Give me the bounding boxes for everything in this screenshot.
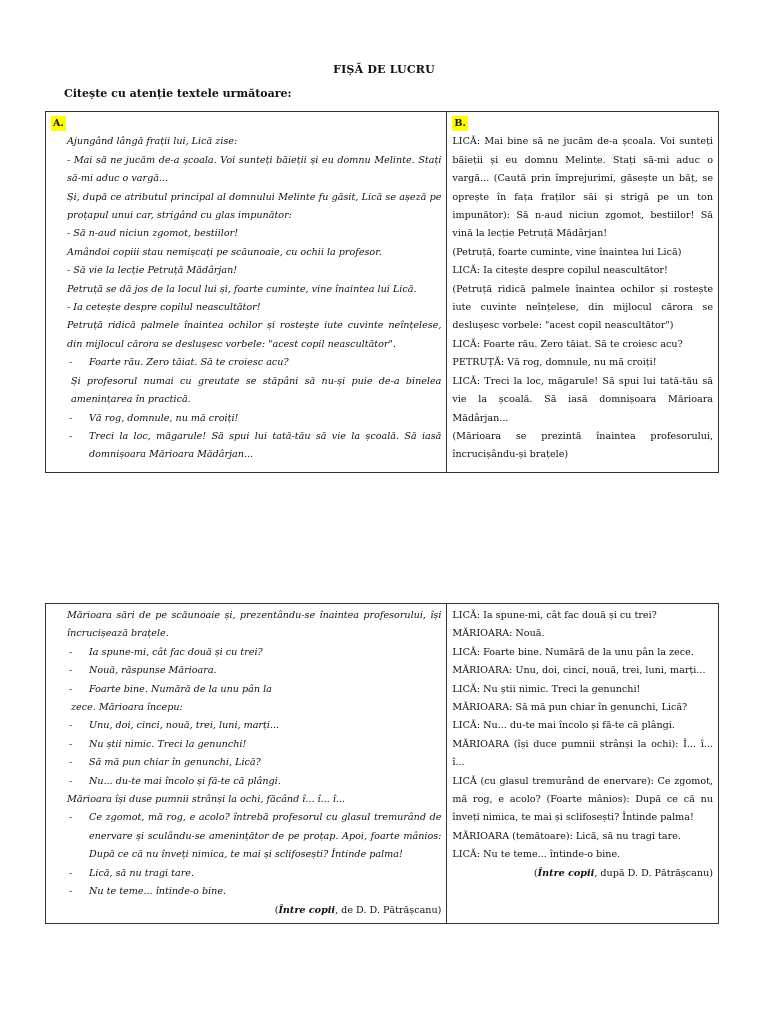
table-part-1 xyxy=(45,111,719,473)
paragraph: Și, după ce atributul principal al domnului Melinte fu găsit, Lică se așeză pe proțapul unui car, strigând cu glas impunător: xyxy=(67,191,442,222)
paragraph: - Să mă pun chiar în genunchi, Lică? xyxy=(51,754,441,772)
paragraph: - Nu știi nimic. Treci la genunchi! xyxy=(51,736,441,754)
text-a-continued xyxy=(51,607,441,902)
paragraph: LICĂ: Foarte bine. Numără de la unu pân la zece. xyxy=(452,646,694,658)
text-a xyxy=(51,133,441,464)
source-a-title: Între copii xyxy=(278,904,336,916)
paragraph: - Vă rog, domnule, nu mă croiți! xyxy=(51,410,441,428)
paragraph: - Să n-aud niciun zgomot, bestiilor! xyxy=(67,228,239,240)
source-a-author: , de D. D. Pătrășcanu) xyxy=(335,904,442,916)
column-a xyxy=(46,112,447,472)
paragraph: Petruță ridică palmele înaintea ochilor și rostește iute cuvinte neînțelese, din mijlocul cărora se deslușesc vorbele: "acest copil neascultător". xyxy=(67,320,442,350)
source-b: (Între copii, după D. D. Pătrășcanu) xyxy=(533,867,713,879)
paragraph: - Ce zgomot, mă rog, e acolo? întrebă profesorul cu glasul tremurând de enervare și sculându-se amenințător de pe proțap. Apoi, foarte mânios: După ce că nu înveți nimica, te mai și sclifosești? Întinde palma! xyxy=(51,809,441,864)
paragraph: - Foarte bine. Numără de la unu pân la xyxy=(51,681,441,699)
paragraph: - Nouă, răspunse Mărioara. xyxy=(51,662,441,680)
paragraph: - Unu, doi, cinci, nouă, trei, luni, marți... xyxy=(51,717,441,735)
paragraph: LICĂ: Ia citește despre copilul neascultător! xyxy=(452,265,668,277)
text-b-continued xyxy=(452,607,713,865)
text-b xyxy=(452,133,713,464)
paragraph: LICĂ: Nu te teme... întinde-o bine. xyxy=(452,849,621,861)
paragraph: - Foarte rău. Zero tăiat. Să te croiesc acu? xyxy=(51,354,441,372)
paragraph: LICĂ: Ia spune-mi, cât fac două și cu trei? xyxy=(452,610,657,621)
header-a: A. xyxy=(53,118,64,129)
paragraph: LICĂ: Nu știi nimic. Treci la genunchi! xyxy=(452,683,641,695)
instructions: Citește cu atenție textele următoare: xyxy=(64,87,292,100)
page-title: FIȘĂ DE LUCRU xyxy=(333,63,435,76)
paragraph: LICĂ: Treci la loc, măgarule! Să spui lui tată-tău să vie la școală. Să iasă domnișoara Mărioara Mădârjan... xyxy=(452,375,713,424)
header-b: B. xyxy=(454,118,466,129)
paragraph: MĂRIOARA: Unu, doi, cinci, nouă, trei, luni, marți... xyxy=(452,665,706,677)
column-b-continued xyxy=(447,604,718,923)
paragraph: LICĂ (cu glasul tremurând de enervare): Ce zgomot, mă rog, e acolo? (Foarte mânios): După ce că nu înveți nimica, te mai și sclifosești? Întinde palma! xyxy=(452,775,713,824)
column-a-continued xyxy=(46,604,447,923)
paragraph: MĂRIOARA (își duce pumnii strânși la ochi): Î... î... î... xyxy=(452,738,713,769)
paragraph: MĂRIOARA: Să mă pun chiar în genunchi, Lică? xyxy=(452,702,688,714)
paragraph: - Nu te teme... întinde-o bine. xyxy=(51,883,441,901)
paragraph: Și profesorul numai cu greutate se stăpâni să nu-și puie de-a binelea amenințarea în practică. xyxy=(71,375,442,406)
paragraph: Ajungând lângă frații lui, Lică zise: xyxy=(67,136,238,148)
paragraph: Amândoi copiii stau nemișcați pe scăunoaie, cu ochii la profesor. xyxy=(67,246,382,258)
paragraph: - Lică, să nu tragi tare. xyxy=(51,865,441,883)
paragraph: LICĂ: Nu... du-te mai încolo și fă-te că plângi. xyxy=(452,720,675,732)
paragraph: - Nu... du-te mai încolo și fă-te că plângi. xyxy=(51,773,441,791)
source-a: (Între copii, de D. D. Pătrășcanu) xyxy=(274,904,442,916)
paragraph: MĂRIOARA (temătoare): Lică, să nu tragi tare. xyxy=(452,830,681,842)
paragraph: LICĂ: Foarte rău. Zero tăiat. Să te croiesc acu? xyxy=(452,338,683,350)
column-b xyxy=(447,112,718,472)
paragraph: Mărioara își duse pumnii strânși la ochi, făcând î... î... î... xyxy=(67,794,346,806)
table-part-2 xyxy=(45,603,719,924)
source-b-title: Între copii xyxy=(537,867,595,879)
paragraph: Petruță se dă jos de la locul lui și, foarte cuminte, vine înaintea lui Lică. xyxy=(67,283,417,295)
paragraph: - Ia spune-mi, cât fac două și cu trei? xyxy=(51,644,441,662)
paragraph: PETRUȚĂ: Vă rog, domnule, nu mă croiți! xyxy=(452,357,657,369)
paragraph: zece. Mărioara începu: xyxy=(71,702,183,714)
paragraph: LICĂ: Mai bine să ne jucăm de-a școala. Voi sunteți băieții și eu domnu Melinte. Stați să-mi aduc o vargă... (Caută prin împrejurimi, găsește un băț, se oprește în fața fraților săi și strigă pe un ton impunător): Să n-aud niciun zgomot, bestiilor! Să vină la lecție Petruță Mădârjan! xyxy=(452,136,713,240)
paragraph: MĂRIOARA: Nouă. xyxy=(452,628,545,640)
paragraph: (Mărioara se prezintă înaintea profesorului, încrucișându-și brațele) xyxy=(452,430,713,461)
paragraph: - Treci la loc, măgarule! Să spui lui tată-tău să vie la școală. Să iasă domnișoara Mărioara Mădârjan... xyxy=(51,428,441,465)
paragraph: (Petruță, foarte cuminte, vine înaintea lui Lică) xyxy=(452,246,682,258)
paragraph: (Petruță ridică palmele înaintea ochilor și rostește iute cuvinte neînțelese, din mijlocul cărora se deslușesc vorbele: "acest copil neascultător") xyxy=(452,283,713,332)
paragraph: - Să vie la lecție Petruță Mădârjan! xyxy=(67,265,238,277)
paragraph: Mărioara sări de pe scăunoaie și, prezentându-se înaintea profesorului, își încrucișează brațele. xyxy=(67,610,442,640)
paragraph: - Ia cetește despre copilul neascultător! xyxy=(67,302,261,314)
paragraph: - Mai să ne jucăm de-a școala. Voi sunteți băieții și eu domnu Melinte. Stați să-mi aduc o vargă... xyxy=(67,154,442,185)
source-b-author: , după D. D. Pătrășcanu) xyxy=(594,867,713,879)
